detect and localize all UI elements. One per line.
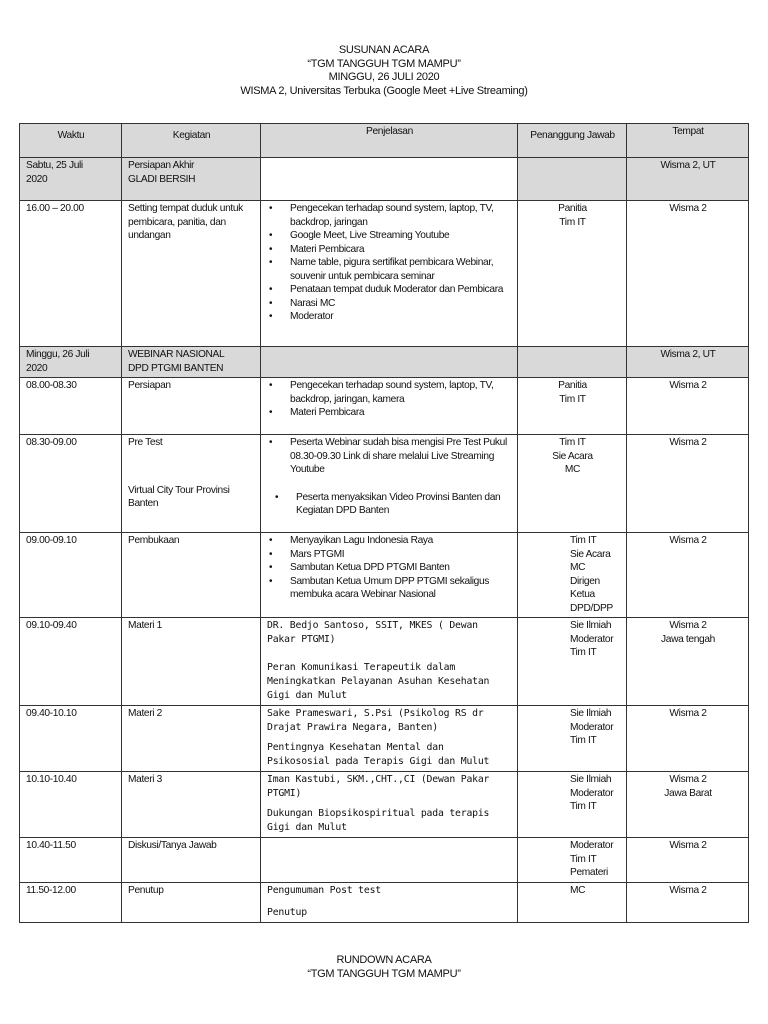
bullet-list xyxy=(267,436,512,477)
cell-penanggung-jawab: Tim IT Sie Acara MC Dirigen Ketua DPD/DPP xyxy=(570,535,613,614)
cell-penanggung-jawab: Tim IT Sie Acara MC xyxy=(552,437,593,475)
cell-penanggung-jawab: Sie Ilmiah Moderator Tim IT xyxy=(570,708,614,746)
cell-penjelasan xyxy=(261,772,518,838)
cell-kegiatan: Penutup xyxy=(128,884,164,896)
column-header-waktu: Waktu xyxy=(20,124,122,158)
cell-penanggung-jawab: Moderator Tim IT Pemateri xyxy=(570,840,614,878)
cell-waktu: 11.50-12.00 xyxy=(26,884,76,896)
cell-waktu: 09.00-09.10 xyxy=(26,535,77,546)
list-item: • Penataan tempat duduk Moderator dan Pembicara xyxy=(290,283,512,297)
document-header xyxy=(0,44,768,98)
cell-kegiatan: Materi 1 xyxy=(128,620,163,631)
closing-item: Penutup xyxy=(267,906,307,918)
cell-penjelasan xyxy=(261,882,518,922)
list-item: • Name table, pigura sertifikat pembicara Webinar, souvenir untuk pembicara seminar xyxy=(290,256,512,283)
footer-title: RUNDOWN ACARA xyxy=(336,954,432,966)
cell-penanggung-jawab: Sie Ilmiah Moderator Tim IT xyxy=(570,620,614,658)
bullet-list xyxy=(267,491,512,518)
cell-kegiatan: Materi 2 xyxy=(128,708,163,719)
table-row xyxy=(20,533,749,618)
list-item: • Mars PTGMI xyxy=(290,548,512,562)
list-item: • Menyayikan Lagu Indonesia Raya xyxy=(290,534,512,548)
cell-tempat: Wisma 2 xyxy=(669,884,707,896)
cell-tempat: Wisma 2 xyxy=(669,535,707,546)
cell-waktu: 10.10-10.40 xyxy=(26,774,77,785)
cell-tempat: Wisma 2 Jawa Barat xyxy=(664,774,712,799)
header-title: SUSUNAN ACARA xyxy=(338,44,430,56)
speaker-name: Iman Kastubi, SKM.,CHT.,CI (Dewan Pakar PTGMI) xyxy=(267,774,490,799)
cell-waktu: 08.00-08.30 xyxy=(26,380,77,391)
table-row xyxy=(20,158,749,201)
table-row xyxy=(20,435,749,533)
cell-penjelasan xyxy=(261,435,518,533)
cell-kegiatan-secondary: Virtual City Tour Provinsi Banten xyxy=(128,484,230,509)
cell-penjelasan xyxy=(261,706,518,772)
cell-kegiatan: Persiapan xyxy=(128,380,171,391)
cell-penanggung-jawab: MC xyxy=(570,884,586,896)
table-row xyxy=(20,201,749,347)
table-row xyxy=(20,706,749,772)
cell-penjelasan xyxy=(261,378,518,435)
cell-penanggung-jawab xyxy=(518,347,627,378)
cell-kegiatan: Pembukaan xyxy=(128,535,180,546)
cell-kegiatan: Setting tempat duduk untuk pembicara, panitia, dan undangan xyxy=(128,203,243,241)
table-row xyxy=(20,347,749,378)
cell-tempat: Wisma 2 xyxy=(669,840,707,851)
header-venue: WISMA 2, Universitas Terbuka (Google Meet +Live Streaming) xyxy=(240,84,528,97)
bullet-list xyxy=(267,534,512,602)
schedule-table xyxy=(19,123,749,923)
cell-waktu: 08.30-09.00 xyxy=(26,437,77,448)
cell-penanggung-jawab xyxy=(518,158,627,201)
bullet-list xyxy=(267,379,512,420)
speaker-name: DR. Bedjo Santoso, SSIT, MKES ( Dewan Pakar PTGMI) xyxy=(267,620,478,645)
cell-tempat: Wisma 2 xyxy=(669,203,707,214)
bullet-list xyxy=(267,202,512,324)
column-header-kegiatan: Kegiatan xyxy=(122,124,261,158)
column-header-tempat: Tempat xyxy=(627,124,749,158)
session-topic: Peran Komunikasi Terapeutik dalam Meningkatkan Pelayanan Asuhan Kesehatan Gigi dan Mulut xyxy=(267,662,490,701)
table-row xyxy=(20,772,749,838)
cell-waktu: Minggu, 26 Juli 2020 xyxy=(26,349,90,374)
footer-theme: “TGM TANGGUH TGM MAMPU” xyxy=(307,967,461,980)
table-row xyxy=(20,378,749,435)
cell-tempat: Wisma 2 Jawa tengah xyxy=(661,620,715,645)
table-header-row xyxy=(20,124,749,158)
cell-waktu: 09.40-10.10 xyxy=(26,708,77,719)
cell-waktu: 09.10-09.40 xyxy=(26,620,77,631)
cell-penanggung-jawab: Panitia Tim IT xyxy=(558,203,587,228)
cell-penjelasan xyxy=(261,533,518,618)
cell-kegiatan: Materi 3 xyxy=(128,774,163,785)
header-date: MINGGU, 26 JULI 2020 xyxy=(328,71,440,83)
table-row xyxy=(20,838,749,883)
cell-kegiatan: Persiapan Akhir GLADI BERSIH xyxy=(128,160,196,185)
cell-tempat: Wisma 2, UT xyxy=(660,349,716,360)
cell-waktu: 16.00 – 20.00 xyxy=(26,203,84,214)
list-item: • Materi Pembicara xyxy=(290,243,512,257)
list-item: • Sambutan Ketua Umum DPP PTGMI sekaligus membuka acara Webinar Nasional xyxy=(290,575,512,602)
document-footer-header xyxy=(0,954,768,981)
column-header-penanggung-jawab: Penanggung Jawab xyxy=(518,124,627,158)
list-item: • Pengecekan terhadap sound system, laptop, TV, backdrop, jaringan xyxy=(290,202,512,229)
cell-penjelasan xyxy=(261,201,518,347)
speaker-name: Sake Prameswari, S.Psi (Psikolog RS dr Drajat Prawira Negara, Banten) xyxy=(267,708,484,733)
cell-penanggung-jawab: Panitia Tim IT xyxy=(558,380,587,405)
session-topic: Dukungan Biopsikospiritual pada terapis Gigi dan Mulut xyxy=(267,808,490,833)
list-item: • Peserta menyaksikan Video Provinsi Banten dan Kegiatan DPD Banten xyxy=(296,491,512,518)
cell-tempat: Wisma 2, UT xyxy=(660,160,716,171)
cell-tempat: Wisma 2 xyxy=(669,437,707,448)
list-item: • Peserta Webinar sudah bisa mengisi Pre Test Pukul 08.30-09.30 Link di share melalui Live Streaming Youtube xyxy=(290,436,512,477)
cell-tempat: Wisma 2 xyxy=(669,380,707,391)
table-row xyxy=(20,618,749,706)
cell-kegiatan: Pre Test xyxy=(128,437,163,448)
header-theme: “TGM TANGGUH TGM MAMPU” xyxy=(307,57,461,70)
column-header-penjelasan: Penjelasan xyxy=(261,124,518,158)
cell-penjelasan xyxy=(261,618,518,706)
cell-penanggung-jawab: Sie Ilmiah Moderator Tim IT xyxy=(570,774,614,812)
list-item: • Narasi MC xyxy=(290,297,512,311)
list-item: • Pengecekan terhadap sound system, laptop, TV, backdrop, jaringan, kamera xyxy=(290,379,512,406)
session-topic: Pentingnya Kesehatan Mental dan Psikososial pada Terapis Gigi dan Mulut xyxy=(267,742,490,767)
list-item: • Google Meet, Live Streaming Youtube xyxy=(290,229,512,243)
cell-penjelasan xyxy=(261,347,518,378)
closing-item: Pengumuman Post test xyxy=(267,884,381,896)
list-item: • Materi Pembicara xyxy=(290,406,512,420)
cell-waktu: Sabtu, 25 Juli 2020 xyxy=(26,160,83,185)
list-item: • Moderator xyxy=(290,310,512,324)
cell-kegiatan: Diskusi/Tanya Jawab xyxy=(128,840,217,851)
cell-penjelasan xyxy=(261,838,518,883)
cell-tempat: Wisma 2 xyxy=(669,708,707,719)
table-row xyxy=(20,882,749,922)
list-item: • Sambutan Ketua DPD PTGMI Banten xyxy=(290,561,512,575)
cell-kegiatan: WEBINAR NASIONAL DPD PTGMI BANTEN xyxy=(128,349,225,374)
cell-penjelasan xyxy=(261,158,518,201)
cell-waktu: 10.40-11.50 xyxy=(26,840,76,851)
